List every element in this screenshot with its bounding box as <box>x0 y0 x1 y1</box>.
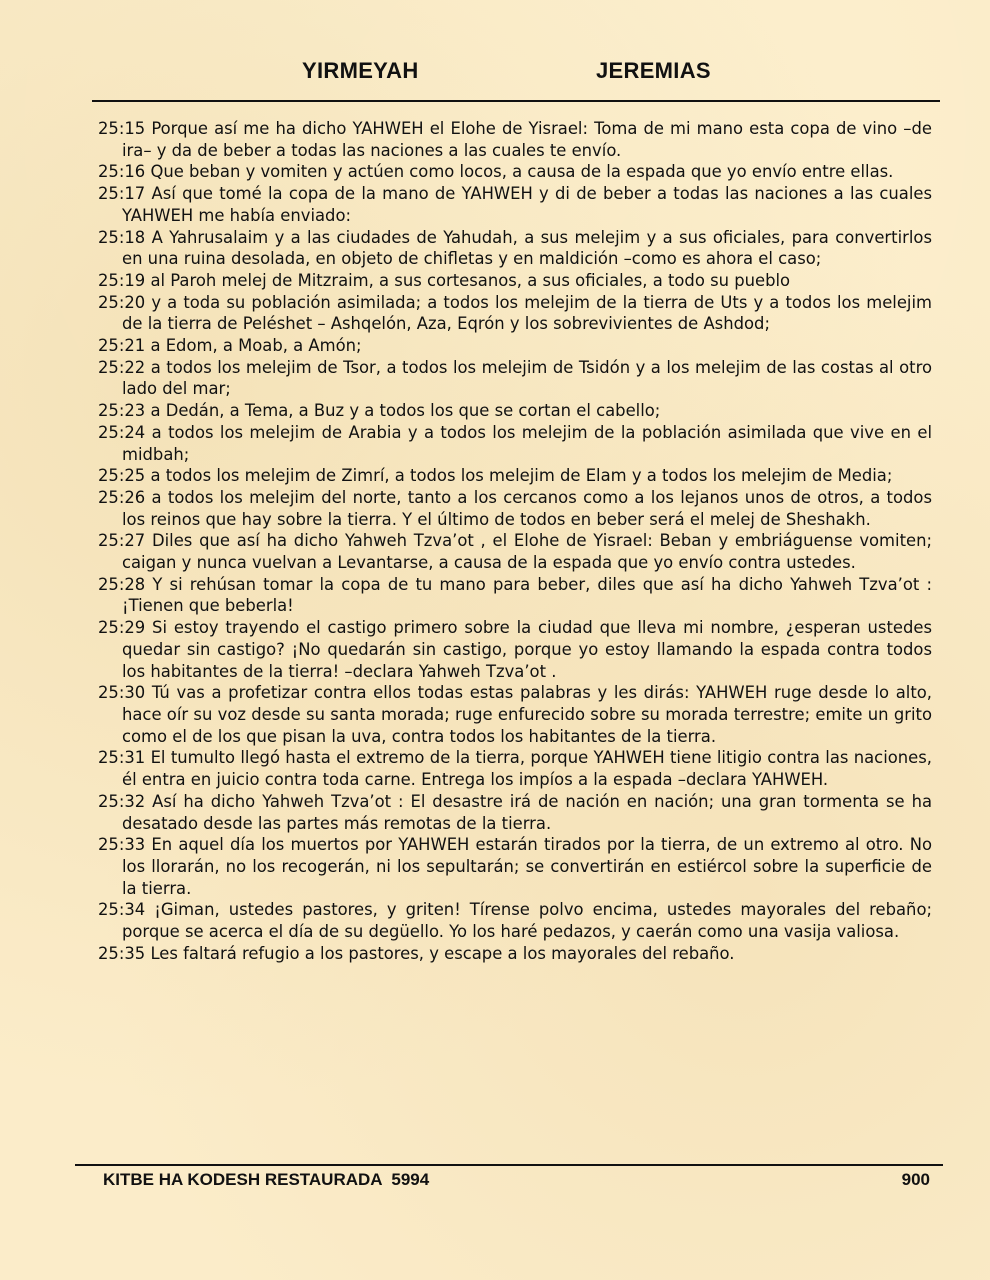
footer-divider <box>75 1164 943 1166</box>
verse-25-25: 25:25 a todos los melejim de Zimrí, a todos los melejim de Elam y a todos los melejim de Media; <box>98 466 893 486</box>
verse-25-30: 25:30 Tú vas a profetizar contra ellos todas estas palabras y les dirás: YAHWEH ruge desde lo alto, hace oír su voz desde su santa morada; ruge enfurecido sobre su morada terrestre; emite un grito como el de los que pisan la uva, contra todos los habitantes de la tierra. <box>98 683 932 746</box>
verse-25-15: 25:15 Porque así me ha dicho YAHWEH el Elohe de Yisrael: Toma de mi mano esta copa de vino –de ira– y da de beber a todas las naciones a las cuales te envío. <box>98 119 932 160</box>
verse-25-24: 25:24 a todos los melejim de Arabia y a todos los melejim de la población asimilada que vive en el midbah; <box>98 422 932 464</box>
verse-25-33: 25:33 En aquel día los muertos por YAHWEH estarán tirados por la tierra, de un extremo al otro. No los llorarán, no los recogerán, ni los sepultarán; se convertirán en estiércol sobre la superficie de la tierra. <box>98 835 932 898</box>
footer-book-title: KITBE HA KODESH RESTAURADA 5994 <box>103 1170 430 1189</box>
verse-25-20: 25:20 y a toda su población asimilada; a todos los melejim de la tierra de Uts y a todos los melejim de la tierra de Peléshet – Ashqelón, Aza, Eqrón y los sobrevivientes de Ashdod; <box>98 292 932 334</box>
verse-25-22: 25:22 a todos los melejim de Tsor, a todos los melejim de Tsidón y a los melejim de las costas al otro lado del mar; <box>98 357 932 399</box>
verse-25-16: 25:16 Que beban y vomiten y actúen como locos, a causa de la espada que yo envío entre ellas. <box>98 162 894 182</box>
page-header <box>0 58 990 92</box>
verse-25-17: 25:17 Así que tomé la copa de la mano de YAHWEH y di de beber a todas las naciones a las cuales YAHWEH me había enviado: <box>98 184 932 225</box>
verse-25-35: 25:35 Les faltará refugio a los pastores, y escape a los mayorales del rebaño. <box>98 943 735 963</box>
page-number: 900 <box>901 1170 930 1189</box>
verse-25-19: 25:19 al Paroh melej de Mitzraim, a sus cortesanos, a sus oficiales, a todo su pueblo <box>98 270 791 290</box>
verse-25-29: 25:29 Si estoy trayendo el castigo primero sobre la ciudad que lleva mi nombre, ¿esperan ustedes quedar sin castigo? ¡No quedarán sin castigo, porque yo estoy llamando la espada contra todos los habitantes de la tierra! –declara Yahweh Tzva’ot . <box>98 618 932 681</box>
verse-list <box>98 118 932 964</box>
verse-25-23: 25:23 a Dedán, a Tema, a Buz y a todos los que se cortan el cabello; <box>98 401 661 421</box>
header-title-hebrew: YIRMEYAH <box>302 58 419 83</box>
verse-25-21: 25:21 a Edom, a Moab, a Amón; <box>98 336 362 356</box>
verse-25-27: 25:27 Diles que así ha dicho Yahweh Tzva’ot , el Elohe de Yisrael: Beban y embriáguense vomiten; caigan y nunca vuelvan a Levantarse, a causa de la espada que yo envío contra ustedes. <box>98 531 932 573</box>
verse-25-26: 25:26 a todos los melejim del norte, tanto a los cercanos como a los lejanos unos de otros, a todos los reinos que hay sobre la tierra. Y el último de todos en beber será el melej de Sheshakh. <box>98 487 932 529</box>
verse-25-28: 25:28 Y si rehúsan tomar la copa de tu mano para beber, diles que así ha dicho Yahweh Tzva’ot : ¡Tienen que beberla! <box>98 574 932 616</box>
verse-25-18: 25:18 A Yahrusalaim y a las ciudades de Yahudah, a sus melejim y a sus oficiales, para convertirlos en una ruina desolada, en objeto de chifletas y en maldición –como es ahora el caso; <box>98 227 932 269</box>
verse-25-34: 25:34 ¡Giman, ustedes pastores, y griten! Tírense polvo encima, ustedes mayorales del rebaño; porque se acerca el día de su degüello. Yo los haré pedazos, y caerán como una vasija valiosa. <box>98 900 932 942</box>
page-footer <box>0 1170 990 1194</box>
header-divider <box>92 100 940 102</box>
verse-25-31: 25:31 El tumulto llegó hasta el extremo de la tierra, porque YAHWEH tiene litigio contra las naciones, él entra en juicio contra toda carne. Entrega los impíos a la espada –declara YAHWEH. <box>98 748 932 790</box>
verse-25-32: 25:32 Así ha dicho Yahweh Tzva’ot : El desastre irá de nación en nación; una gran tormenta se ha desatado desde las partes más remotas de la tierra. <box>98 791 932 833</box>
header-title-spanish: JEREMIAS <box>596 58 711 83</box>
